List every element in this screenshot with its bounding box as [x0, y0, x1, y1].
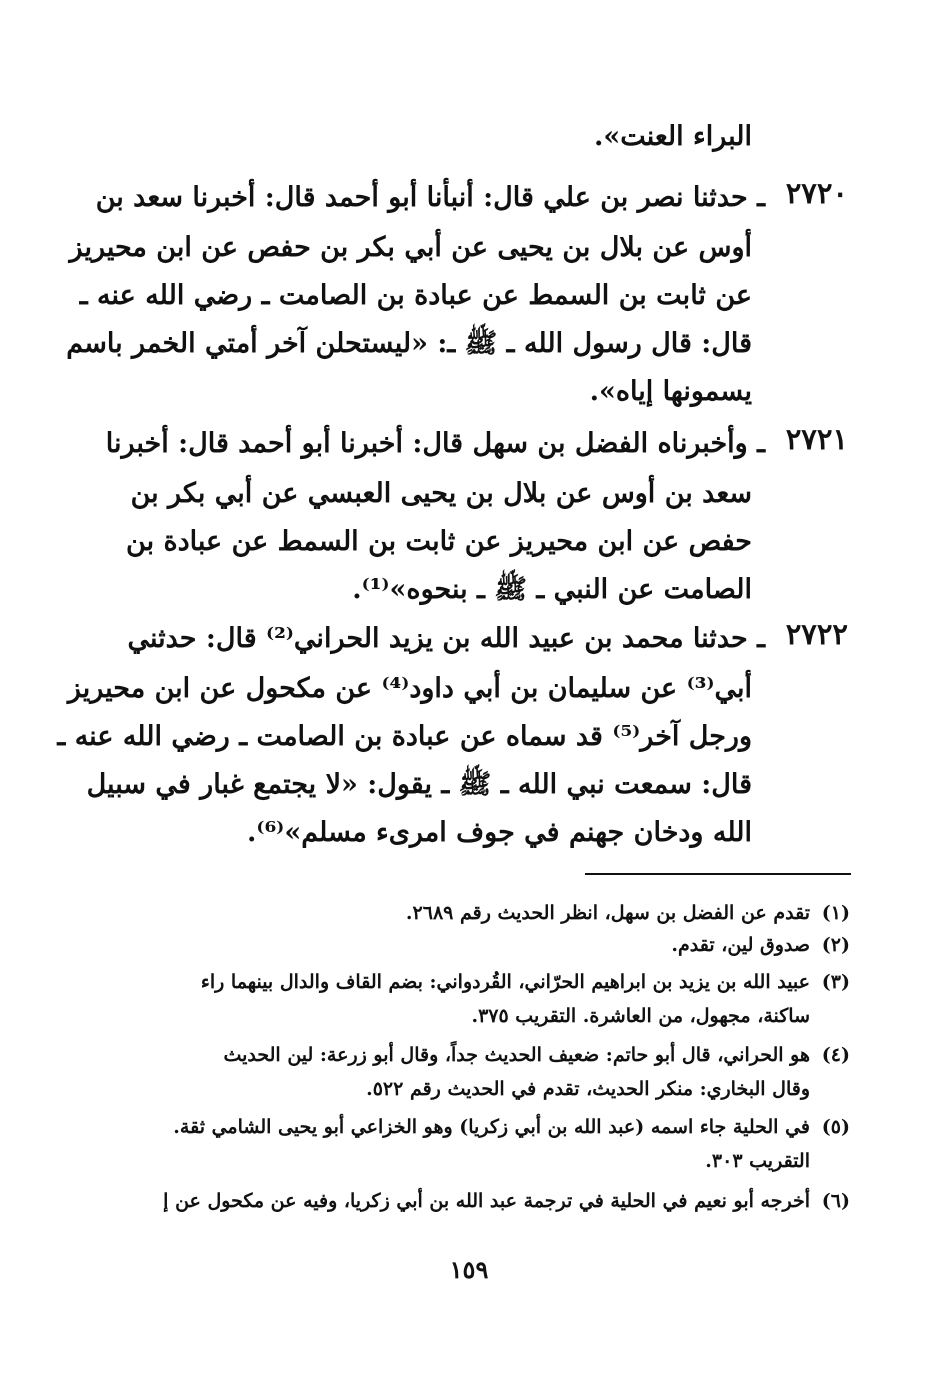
footnote-line: تقدم عن الفضل بن سهل، انظر الحديث رقم ٢٦٨٩. [405, 902, 810, 924]
footnote-marker: (٣) [821, 971, 850, 993]
page-number: ١٥٩ [449, 1255, 489, 1284]
hadith-line: سعد بن أوس عن بلال بن يحيى العبسي عن أبي بكر بن [130, 478, 752, 509]
footnote-marker: (١) [821, 902, 850, 924]
hadith-line: قال: سمعت نبي الله ـ ﷺ ـ يقول: «لا يجتمع غبار في سبيل [86, 769, 752, 800]
footnote-line: ساكنة، مجهول، من العاشرة. التقريب ٣٧٥. [471, 1005, 810, 1027]
hadith-line: أبي⁽³⁾ عن سليمان بن أبي داود⁽⁴⁾ عن مكحول عن ابن محيريز [67, 673, 752, 704]
hadith-line: حفص عن ابن محيريز عن ثابت بن السمط عن عبادة بن [126, 526, 752, 557]
hadith-number: ٢٧٢١ [785, 422, 848, 456]
footnote-marker: (٢) [821, 934, 850, 956]
footnote-line: عبيد الله بن يزيد بن ابراهيم الحرّاني، القُردواني: بضم القاف والدال بينهما راء [200, 971, 810, 993]
hadith-line: يسمونها إياه». [589, 376, 752, 407]
hadith-line: قال: قال رسول الله ـ ﷺ ـ: «ليستحلن آخر أمتي الخمر باسم [66, 328, 752, 359]
footnote-line: هو الحراني، قال أبو حاتم: ضعيف الحديث جداً، وقال أبو زرعة: لين الحديث [223, 1044, 810, 1066]
hadith-line: ـ حدثنا محمد بن عبيد الله بن يزيد الحراني⁽²⁾ قال: حدثني [127, 623, 765, 654]
footnote-separator [585, 873, 851, 875]
footnote-marker: (٥) [821, 1116, 850, 1138]
hadith-number: ٢٧٢٢ [785, 617, 848, 651]
intro-line: البراء العنت». [593, 121, 752, 152]
footnote-line: في الحلية جاء اسمه (عبد الله بن أبي زكريا) وهو الخزاعي أبو يحيى الشامي ثقة. [173, 1116, 810, 1138]
footnote-marker: (٤) [821, 1044, 850, 1066]
hadith-number: ٢٧٢٠ [785, 176, 848, 210]
hadith-line: أوس عن بلال بن يحيى عن أبي بكر بن حفص عن ابن محيريز [69, 232, 752, 263]
hadith-line: ـ حدثنا نصر بن علي قال: أنبأنا أبو أحمد قال: أخبرنا سعد بن [95, 182, 765, 213]
footnote-line: أخرجه أبو نعيم في الحلية في ترجمة عبد الله بن أبي زكريا، وفيه عن مكحول عن إ [163, 1190, 810, 1212]
hadith-line: الصامت عن النبي ـ ﷺ ـ بنحوه»⁽¹⁾. [352, 574, 752, 605]
footnote-line: وقال البخاري: منكر الحديث، تقدم في الحديث رقم ٥٢٢. [366, 1078, 810, 1100]
footnote-line: صدوق لين، تقدم. [671, 934, 810, 956]
hadith-line: ـ وأخبرناه الفضل بن سهل قال: أخبرنا أبو أحمد قال: أخبرنا [105, 428, 765, 459]
footnote-marker: (٦) [821, 1190, 850, 1212]
hadith-line: عن ثابت بن السمط عن عبادة بن الصامت ـ رضي الله عنه ـ [79, 280, 752, 311]
hadith-line: ورجل آخر⁽⁵⁾ قد سماه عن عبادة بن الصامت ـ رضي الله عنه ـ [57, 721, 752, 752]
hadith-line: الله ودخان جهنم في جوف امرىء مسلم»⁽⁶⁾. [247, 817, 752, 848]
footnote-line: التقريب ٣٠٣. [705, 1150, 810, 1172]
